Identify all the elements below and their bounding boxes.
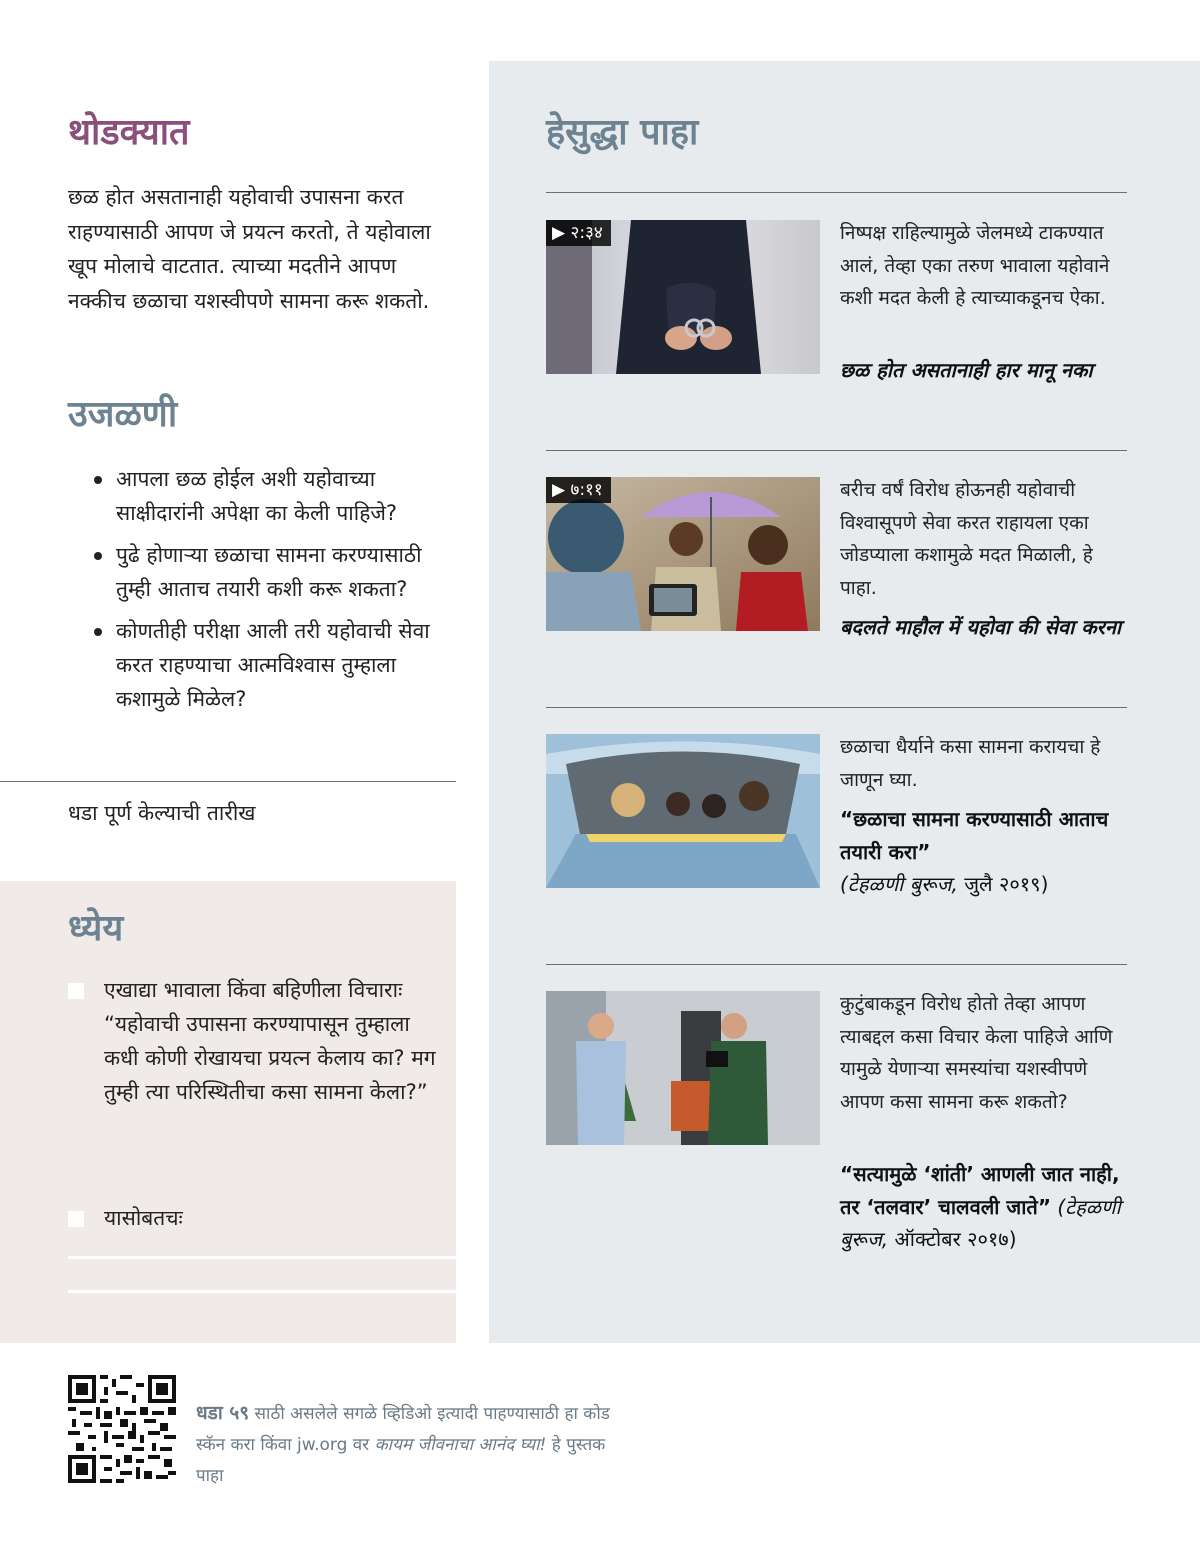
picture-image: [546, 991, 820, 1145]
qr-code-icon[interactable]: [68, 1375, 176, 1483]
source-citation: (टेहळणी बुरूज, ऑक्टोबर २०१७): [840, 1194, 1121, 1251]
write-line[interactable]: [68, 1256, 456, 1259]
summary-text: छळ होत असतानाही यहोवाची उपासना करत राहण्यासाठी आपण जे प्रयत्न करतो, ते यहोवाला खूप मोलाचे वाटतात. त्याच्या मदतीने आपण नक्कीच छळाचा यशस्वीपणे सामना करू शकतो.: [68, 185, 431, 313]
goal-panel: [0, 881, 456, 1343]
goal-heading: ध्येय: [68, 908, 124, 949]
divider: [546, 192, 1127, 193]
see-also-description: बरीच वर्षं विरोध होऊनही यहोवाची विश्वासूपणे सेवा करत राहायला एका जोडप्याला कशामुळे मदत मिळाली, हे पाहा.: [840, 479, 1093, 599]
divider: [546, 964, 1127, 965]
review-question: पुढे होणाऱ्या छळाचा सामना करण्यासाठी तुम्ही आताच तयारी कशी करू शकता?: [92, 538, 457, 606]
footer-note: धडा ५९ साठी असलेले सगळे व्हिडिओ इत्यादी पाहण्यासाठी हा कोड स्कॅन करा किंवा jw.org वर कायम जीवनाचा आनंद घ्या! हे पुस्तक पाहा: [196, 1402, 610, 1486]
divider: [0, 781, 456, 782]
family-opposition-picture[interactable]: [546, 991, 820, 1145]
picture-image: [546, 734, 820, 888]
divider: [546, 707, 1127, 708]
bullet-icon: [94, 552, 102, 560]
family-in-car-picture[interactable]: [546, 734, 820, 888]
couple-umbrella-video-thumbnail[interactable]: [546, 477, 820, 631]
see-also-heading: हेसुद्धा पाहा: [546, 112, 699, 153]
video-duration: ▶ ७:११: [546, 477, 611, 503]
source-citation: (टेहळणी बुरूज, जुलै २०१९): [840, 872, 1049, 896]
completion-date-label: धडा पूर्ण केल्याची तारीख: [68, 801, 256, 825]
review-question: आपला छळ होईल अशी यहोवाच्या साक्षीदारांनी अपेक्षा का केली पाहिजे?: [92, 462, 457, 530]
review-question: कोणतीही परीक्षा आली तरी यहोवाची सेवा करत राहण्याचा आत्मविश्वास तुम्हाला कशामुळे मिळेल?: [92, 614, 457, 716]
see-also-description: छळाचा धैर्याने कसा सामना करायचा हे जाणून घ्या.: [840, 736, 1101, 791]
write-line[interactable]: [68, 1290, 456, 1293]
see-also-title-link[interactable]: बदलते माहौल में यहोवा की सेवा करना: [840, 615, 1122, 639]
see-also-title-link[interactable]: “सत्यामुळे ‘शांती’ आणली जात नाही, तर ‘तलवार’ चालवली जाते” (टेहळणी बुरूज, ऑक्टोबर २०१७): [840, 1162, 1121, 1251]
review-questions: [92, 462, 457, 724]
see-also-description: निष्पक्ष राहिल्यामुळे जेलमध्ये टाकण्यात आलं, तेव्हा एका तरुण भावाला यहोवाने कशी मदत केली हे त्याच्याकडूनच ऐका.: [840, 222, 1110, 309]
handcuffs-video-thumbnail[interactable]: [546, 220, 820, 374]
divider: [546, 450, 1127, 451]
bullet-icon: [94, 476, 102, 484]
goal-item: एखाद्या भावाला किंवा बहिणीला विचाराः “यहोवाची उपासना करण्यापासून तुम्हाला कधी कोणी रोखायचा प्रयत्न केलाय का? मग तुम्ही त्या परिस्थितीचा कसा सामना केला?”: [68, 973, 438, 1109]
review-heading: उजळणी: [68, 394, 178, 435]
see-also-title-link[interactable]: “छळाचा सामना करण्यासाठी आताच तयारी करा” (टेहळणी बुरूज, जुलै २०१९): [840, 807, 1109, 896]
checkbox[interactable]: [68, 1211, 84, 1227]
see-also-description: कुटुंबाकडून विरोध होतो तेव्हा आपण त्याबद्दल कसा विचार केला पाहिजे आणि यामुळे येणाऱ्या समस्यांचा यशस्वीपणे आपण कसा सामना करू शकतो?: [840, 993, 1113, 1113]
bullet-icon: [94, 628, 102, 636]
video-duration: ▶ २:३४: [546, 220, 611, 246]
see-also-title-link[interactable]: छळ होत असतानाही हार मानू नका: [840, 358, 1093, 382]
summary-heading: थोडक्यात: [68, 112, 190, 153]
goal-item: यासोबतचः: [68, 1201, 438, 1235]
checkbox[interactable]: [68, 983, 84, 999]
